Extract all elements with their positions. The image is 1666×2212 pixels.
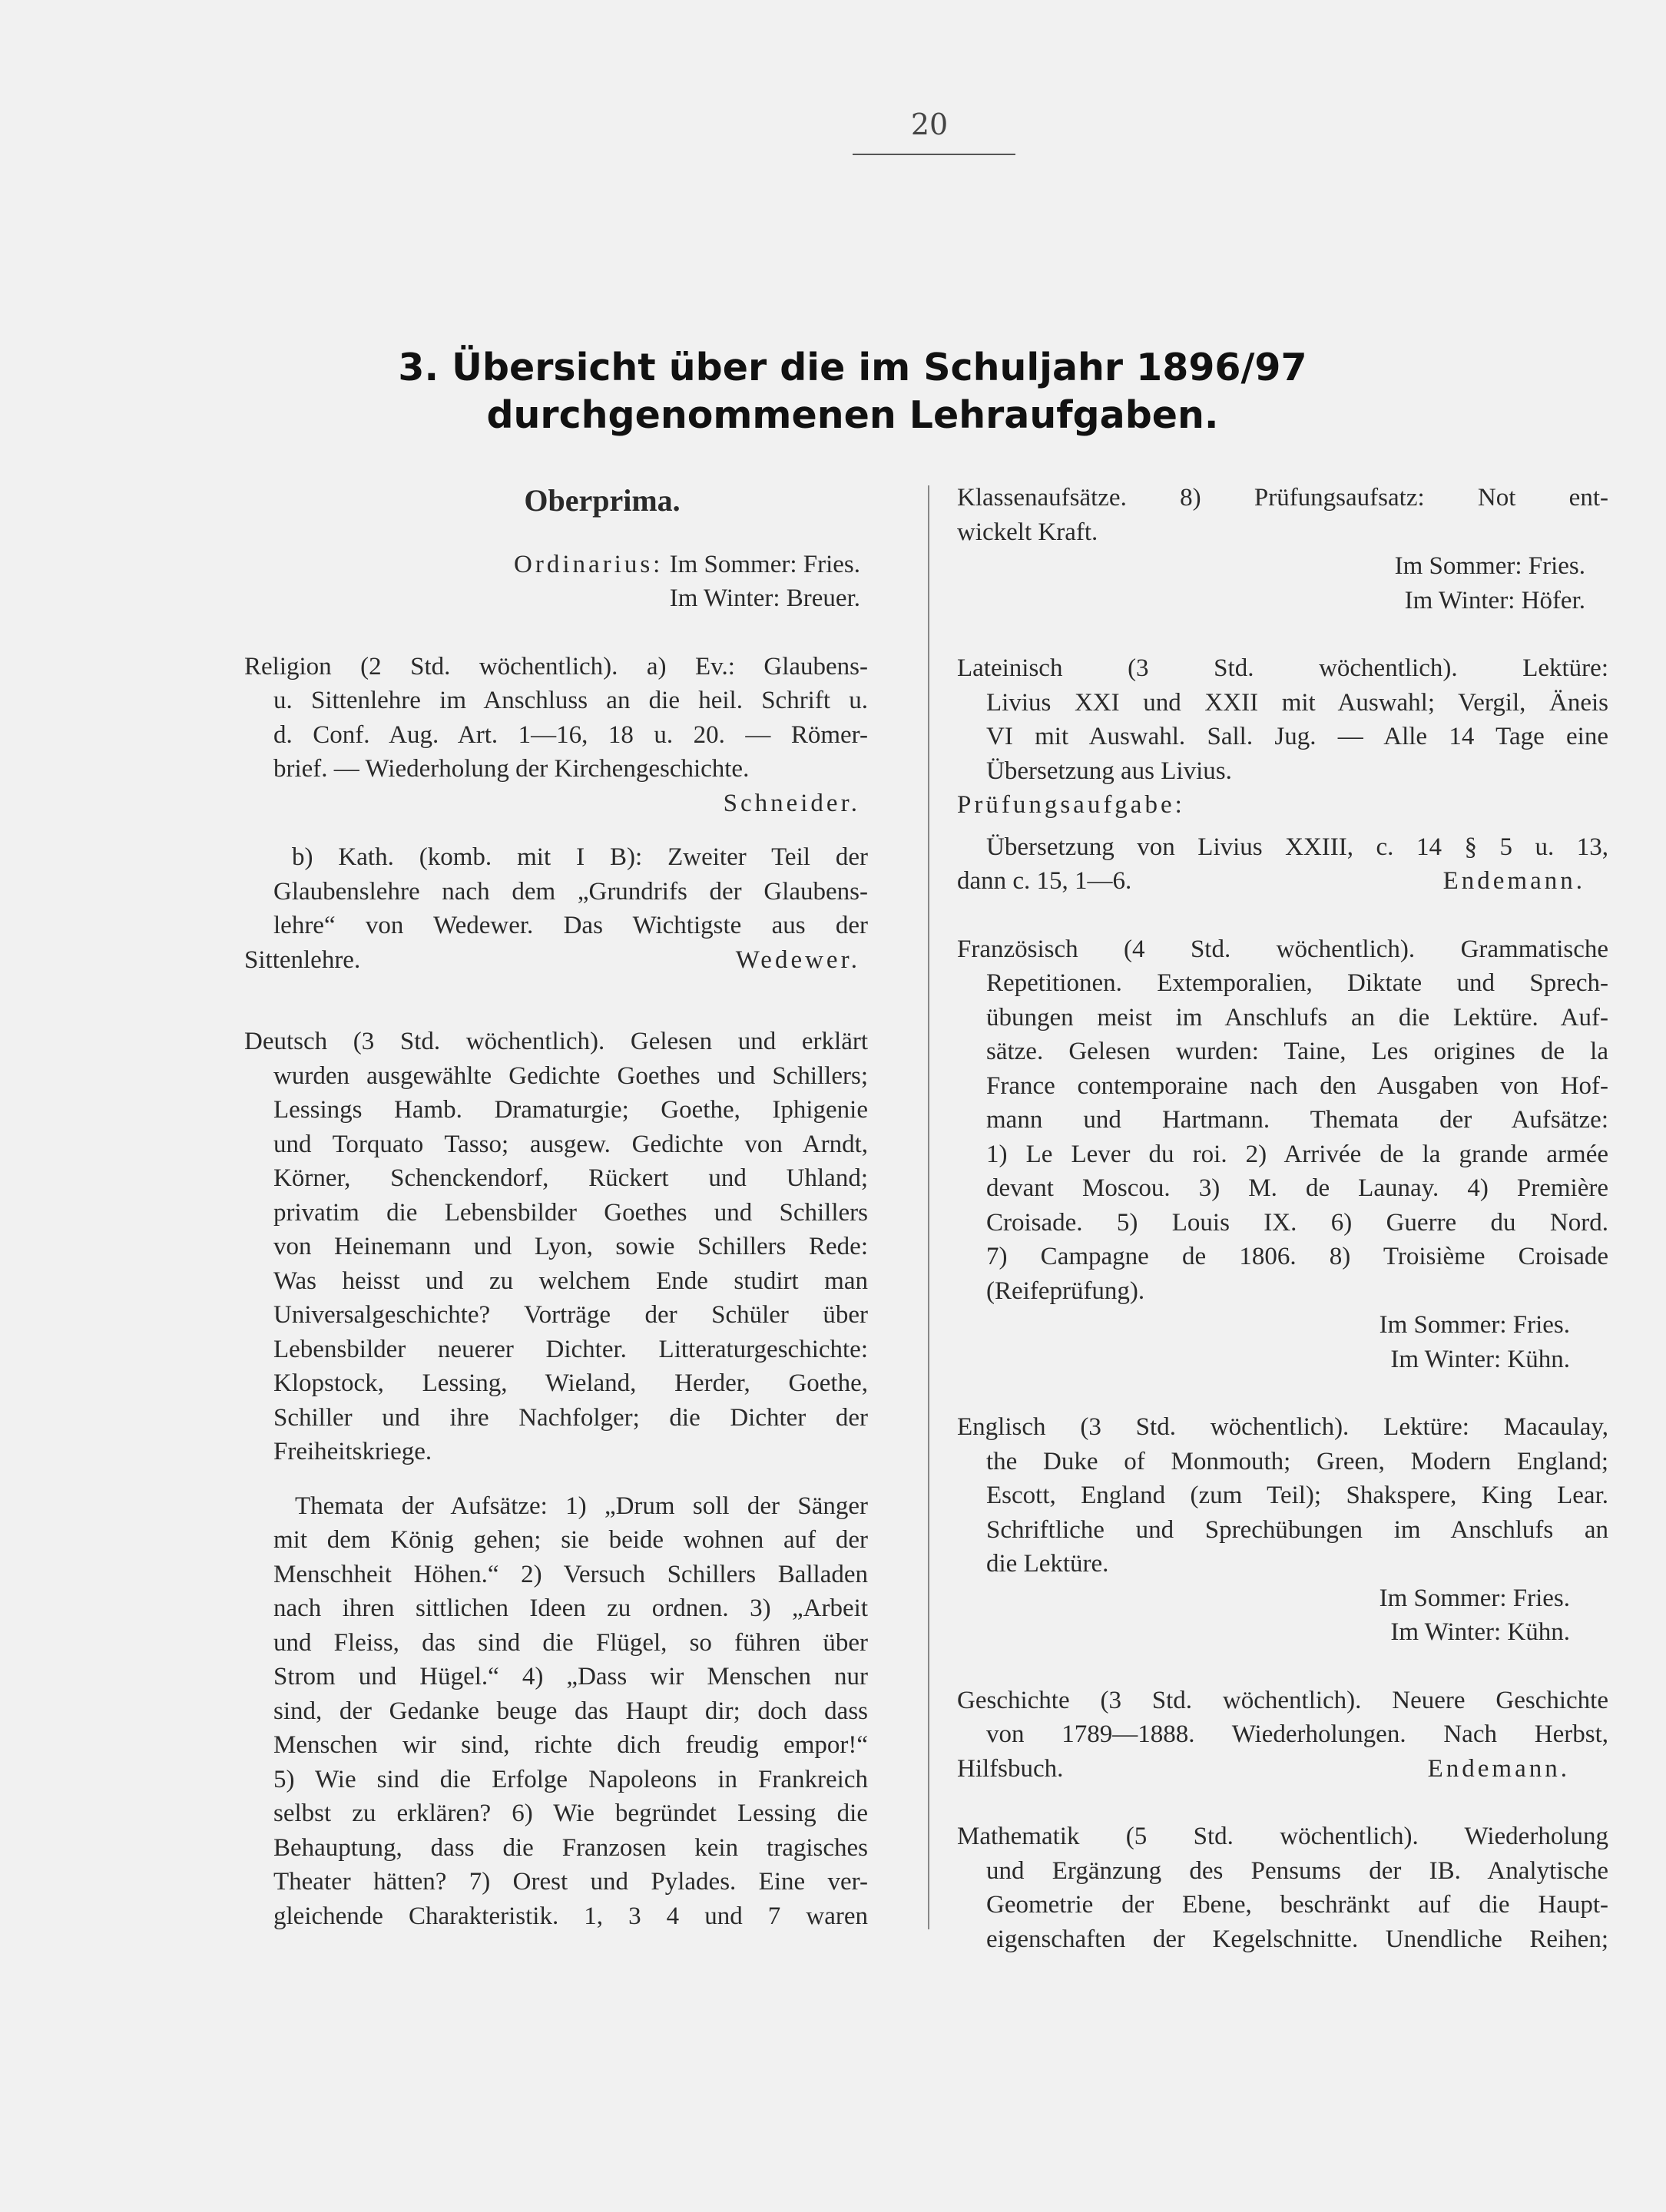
text-line: von Heinemann und Lyon, sowie Schillers Rede: [273, 1233, 868, 1260]
religion-section [244, 650, 868, 978]
englisch-section [957, 1410, 1608, 1650]
text-line: Universalgeschichte? Vorträge der Schüler über [273, 1301, 868, 1329]
left-column [244, 476, 868, 1933]
page-number: 20 [910, 108, 949, 141]
text-line: Themata der Aufsätze: 1) „Drum soll der Sänger [295, 1492, 868, 1520]
teacher-name: Endemann. [1427, 1754, 1570, 1783]
text-line: und Torquato Tasso; ausgew. Gedichte von Arndt, [273, 1130, 868, 1158]
text-line: privatim die Lebensbilder Goethes und Schillers [273, 1198, 868, 1227]
text-line: Glaubenslehre nach dem „Grundrifs der Glaubens- [273, 877, 868, 906]
text-line: Deutsch (3 Std. wöchentlich). Gelesen und erklärt [244, 1028, 868, 1055]
text-line: gleichende Charakteristik. 1, 3 4 und 7 waren [273, 1902, 868, 1930]
text-line: sätze. Gelesen wurden: Taine, Les origines de la [986, 1038, 1608, 1065]
text-line: selbst zu erklären? 6) Wie begründet Lessing die [273, 1800, 868, 1827]
text-line: Englisch (3 Std. wöchentlich). Lektüre: Macaulay, [957, 1413, 1608, 1441]
text-line: Schiller und ihre Nachfolger; die Dichter der [273, 1403, 868, 1432]
latein-section [957, 651, 1608, 899]
teacher-name: Im Winter: Kühn. [1390, 1345, 1570, 1373]
text-line: mann und Hartmann. Themata der Aufsätze: [986, 1106, 1608, 1134]
text-line: Übersetzung von Livius XXIII, c. 14 § 5 u. 13, [986, 833, 1608, 861]
deutsch-section [244, 1025, 868, 1933]
text-line: 7) Campagne de 1806. 8) Troisième Croisade [986, 1243, 1608, 1270]
text-line-with-teacher [957, 864, 1608, 899]
text-line: Geschichte (3 Std. wöchentlich). Neuere Geschichte [957, 1686, 1608, 1714]
text-line: France contemporaine nach den Ausgaben von Hof- [986, 1071, 1608, 1100]
teacher-name: Im Winter: Kühn. [1390, 1618, 1570, 1646]
text-line: Repetitionen. Extemporalien, Diktate und Sprech- [986, 969, 1608, 997]
text-line: von 1789—1888. Wiederholungen. Nach Herbst, [986, 1720, 1608, 1748]
text-line: brief. — Wiederholung der Kirchengeschichte. [273, 755, 750, 783]
pruefung-label: Prüfungsaufgabe: [957, 791, 1185, 819]
text-fragment: dann c. 15, 1—6. [957, 867, 1132, 895]
text-line: mit dem König gehen; sie beide wohnen auf der [273, 1526, 868, 1554]
text-line: d. Conf. Aug. Art. 1—16, 18 u. 20. — Römer- [273, 720, 868, 749]
text-line: Lebensbilder neuerer Dichter. Litteraturgeschichte: [273, 1335, 868, 1363]
right-column [957, 481, 1608, 1956]
text-line: u. Sittenlehre im Anschluss an die heil. Schrift u. [273, 687, 868, 714]
text-line: Schriftliche und Sprechübungen im Anschlufs an [986, 1515, 1608, 1544]
text-line: nach ihren sittlichen Ideen zu ordnen. 3) „Arbeit [273, 1594, 868, 1622]
text-fragment: Sittenlehre. [244, 945, 361, 974]
title-line-1: 3. Übersicht über die im Schuljahr 1896/97 [398, 346, 1307, 389]
text-line: Französisch (4 Std. wöchentlich). Grammatische [957, 935, 1608, 963]
text-line: die Lektüre. [986, 1550, 1109, 1578]
section-heading: Oberprima. [524, 483, 681, 518]
text-line: Behauptung, dass die Franzosen kein tragisches [273, 1833, 868, 1862]
teacher-name: Im Sommer: Fries. [1379, 1311, 1570, 1339]
text-line: Religion (2 Std. wöchentlich). a) Ev.: Glaubens- [244, 652, 868, 680]
ordinarius-winter: Im Winter: Breuer. [669, 584, 860, 612]
franzoesisch-section [957, 932, 1608, 1377]
text-line: lehre“ von Wedewer. Das Wichtigste aus der [273, 912, 868, 939]
text-line: Übersetzung aus Livius. [986, 757, 1232, 785]
teacher-name: Wedewer. [735, 945, 860, 974]
text-line: Klopstock, Lessing, Wieland, Herder, Goethe, [273, 1369, 868, 1397]
text-line: Was heisst und zu welchem Ende studirt man [273, 1267, 868, 1295]
teacher-name: Endemann. [1442, 867, 1585, 895]
text-line: (Reifeprüfung). [986, 1277, 1145, 1305]
text-line: Lateinisch (3 Std. wöchentlich). Lektüre: [957, 654, 1608, 682]
text-line: Croisade. 5) Louis IX. 6) Guerre du Nord. [986, 1208, 1608, 1237]
teacher-name: Im Sommer: Fries. [1379, 1584, 1570, 1612]
deutsch-continued [957, 481, 1608, 618]
ordinarius-block [244, 548, 868, 616]
teacher-name: Im Winter: Höfer. [1404, 586, 1585, 614]
text-line: Körner, Schenckendorf, Rückert und Uhland; [273, 1164, 868, 1192]
text-line: Menschen wir sind, richte dich freudig empor!“ [273, 1731, 868, 1759]
text-line: übungen meist im Anschlufs an die Lektüre. Auf- [986, 1003, 1608, 1031]
text-line: Escott, England (zum Teil); Shakspere, King Lear. [986, 1482, 1608, 1509]
ordinarius-summer-text: Im Sommer: Fries. [669, 550, 860, 578]
ordinarius-label: Ordinarius: [514, 550, 664, 578]
text-line: VI mit Auswahl. Sall. Jug. — Alle 14 Tage eine [986, 723, 1608, 750]
text-line: Klassenaufsätze. 8) Prüfungsaufsatz: Not ent- [957, 484, 1608, 512]
text-line: sind, der Gedanke beuge das Haupt dir; doch dass [273, 1697, 868, 1725]
teacher-name: Schneider. [723, 789, 860, 817]
text-fragment: Hilfsbuch. [957, 1754, 1064, 1783]
text-line: Strom und Hügel.“ 4) „Dass wir Menschen nur [273, 1663, 868, 1690]
geschichte-section [957, 1684, 1608, 1786]
text-line: Freiheitskriege. [273, 1438, 432, 1465]
text-line: Mathematik (5 Std. wöchentlich). Wiederholung [957, 1823, 1608, 1850]
text-line: Livius XXI und XXII mit Auswahl; Vergil, Äneis [986, 688, 1608, 717]
text-line: Theater hätten? 7) Orest und Pylades. Eine ver- [273, 1868, 868, 1896]
mathematik-section [957, 1820, 1608, 1956]
text-line: Lessings Hamb. Dramaturgie; Goethe, Iphigenie [273, 1096, 868, 1124]
text-line: wickelt Kraft. [957, 518, 1098, 546]
text-line-with-teacher [957, 1752, 1608, 1786]
text-line: Menschheit Höhen.“ 2) Versuch Schillers Balladen [273, 1560, 868, 1588]
teacher-name: Im Sommer: Fries. [1394, 552, 1585, 580]
column-divider [928, 485, 929, 1929]
title-line-2: durchgenommenen Lehraufgaben. [486, 393, 1219, 437]
text-line: b) Kath. (komb. mit I B): Zweiter Teil der [292, 843, 868, 871]
text-line-with-teacher [244, 943, 868, 978]
text-line: und Ergänzung des Pensums der IB. Analytische [986, 1856, 1608, 1885]
text-line: devant Moscou. 3) M. de Launay. 4) Première [986, 1174, 1608, 1202]
text-line: 1) Le Lever du roi. 2) Arrivée de la grande armée [986, 1140, 1608, 1168]
text-line: the Duke of Monmouth; Green, Modern England; [986, 1447, 1608, 1475]
ordinarius-summer [244, 548, 860, 582]
text-line: 5) Wie sind die Erfolge Napoleons in Frankreich [273, 1765, 868, 1793]
text-line: wurden ausgewählte Gedichte Goethes und Schillers; [273, 1061, 868, 1090]
text-line: eigenschaften der Kegelschnitte. Unendliche Reihen; [986, 1925, 1608, 1953]
page-title [277, 344, 1429, 439]
text-line: und Fleiss, das sind die Flügel, so führen über [273, 1628, 868, 1657]
text-line: Geometrie der Ebene, beschränkt auf die Haupt- [986, 1891, 1608, 1919]
page-number-rule [853, 154, 1015, 155]
